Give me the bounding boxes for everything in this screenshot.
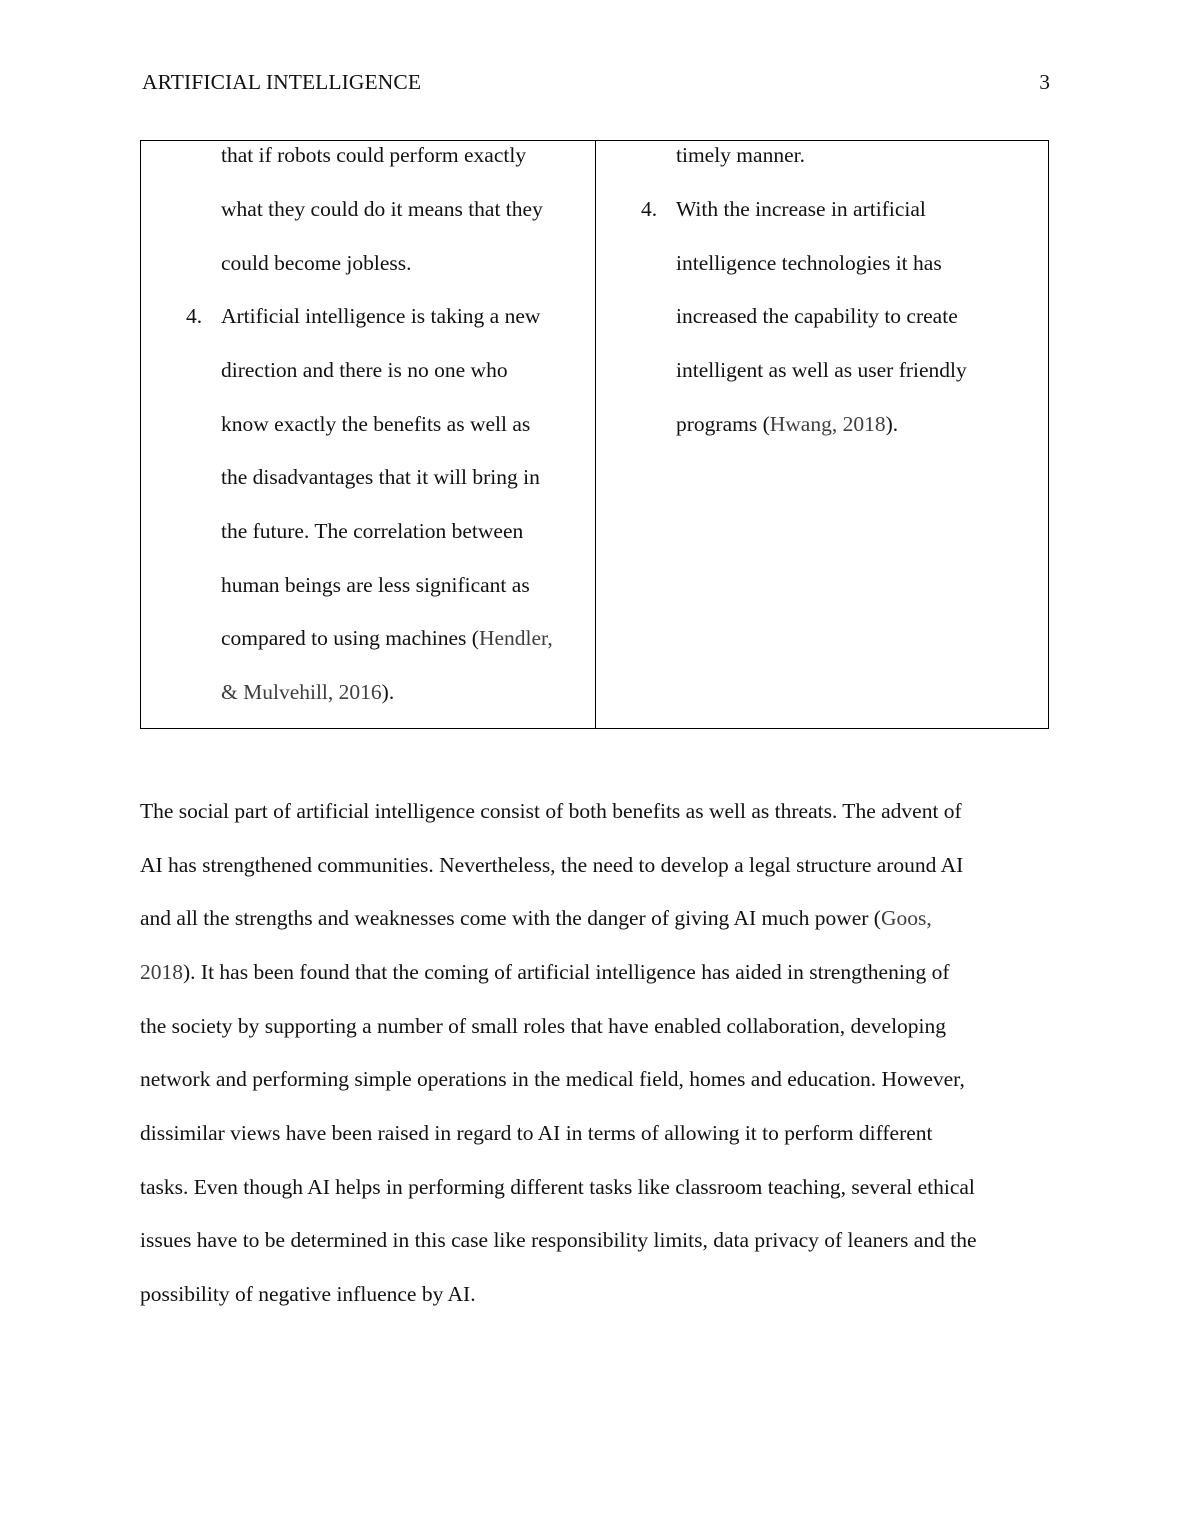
- paragraph-line: [140, 904, 932, 932]
- text-span: compared to using machines (: [221, 626, 479, 650]
- citation-link[interactable]: Goos,: [880, 906, 932, 930]
- table-text-line: intelligence technologies it has: [676, 251, 942, 275]
- table-text-line: With the increase in artificial: [676, 197, 926, 221]
- text-span: and all the strengths and weaknesses come with the danger of giving AI much power (: [140, 906, 881, 930]
- paragraph-line: AI has strengthened communities. Nevertheless, the need to develop a legal structure around AI: [140, 853, 964, 877]
- page-number: 3: [1039, 70, 1050, 94]
- table-text-line: Artificial intelligence is taking a new: [221, 304, 541, 328]
- citation-link[interactable]: Hwang, 2018: [769, 412, 886, 436]
- paragraph-line: possibility of negative influence by AI.: [140, 1282, 476, 1306]
- table-text-line: the disadvantages that it will bring in: [221, 465, 540, 489]
- paragraph-line: tasks. Even though AI helps in performing different tasks like classroom teaching, several ethical: [140, 1175, 975, 1199]
- table-cell-left: [141, 141, 596, 728]
- text-span: programs (: [676, 412, 770, 436]
- running-head: ARTIFICIAL INTELLIGENCE: [142, 70, 422, 94]
- list-number: 4.: [641, 197, 658, 221]
- paragraph-line: issues have to be determined in this case like responsibility limits, data privacy of leaners and the: [140, 1228, 977, 1252]
- text-span: ).: [381, 680, 395, 704]
- table-text-line: direction and there is no one who: [221, 358, 508, 382]
- table-text-line: know exactly the benefits as well as: [221, 412, 531, 436]
- comparison-table: [140, 140, 1049, 729]
- table-text-line: [221, 624, 553, 652]
- paragraph-line: network and performing simple operations in the medical field, homes and education. However,: [140, 1067, 965, 1091]
- table-text-line: that if robots could perform exactly: [221, 143, 527, 167]
- table-text-line: increased the capability to create: [676, 304, 958, 328]
- table-text-line: [676, 410, 898, 438]
- list-number: 4.: [186, 304, 203, 328]
- paragraph-line: the society by supporting a number of small roles that have enabled collaboration, developing: [140, 1014, 947, 1038]
- citation-link[interactable]: Hendler,: [478, 626, 553, 650]
- paragraph-line: The social part of artificial intelligence consist of both benefits as well as threats. The advent of: [140, 799, 962, 823]
- text-span: ).: [885, 412, 899, 436]
- table-cell-right: [596, 141, 1048, 728]
- text-span: ). It has been found that the coming of artificial intelligence has aided in strengthening of: [183, 960, 950, 984]
- table-text-line: timely manner.: [676, 143, 805, 167]
- table-text-line: could become jobless.: [221, 251, 412, 275]
- citation-link[interactable]: & Mulvehill, 2016: [221, 680, 382, 704]
- citation-link[interactable]: 2018: [140, 960, 183, 984]
- table-text-line: intelligent as well as user friendly: [676, 358, 967, 382]
- table-text-line: human beings are less significant as: [221, 573, 530, 597]
- table-text-line: [221, 678, 394, 706]
- paragraph-line: dissimilar views have been raised in regard to AI in terms of allowing it to perform different: [140, 1121, 933, 1145]
- paragraph-line: [140, 958, 950, 986]
- table-text-line: the future. The correlation between: [221, 519, 524, 543]
- table-text-line: what they could do it means that they: [221, 197, 543, 221]
